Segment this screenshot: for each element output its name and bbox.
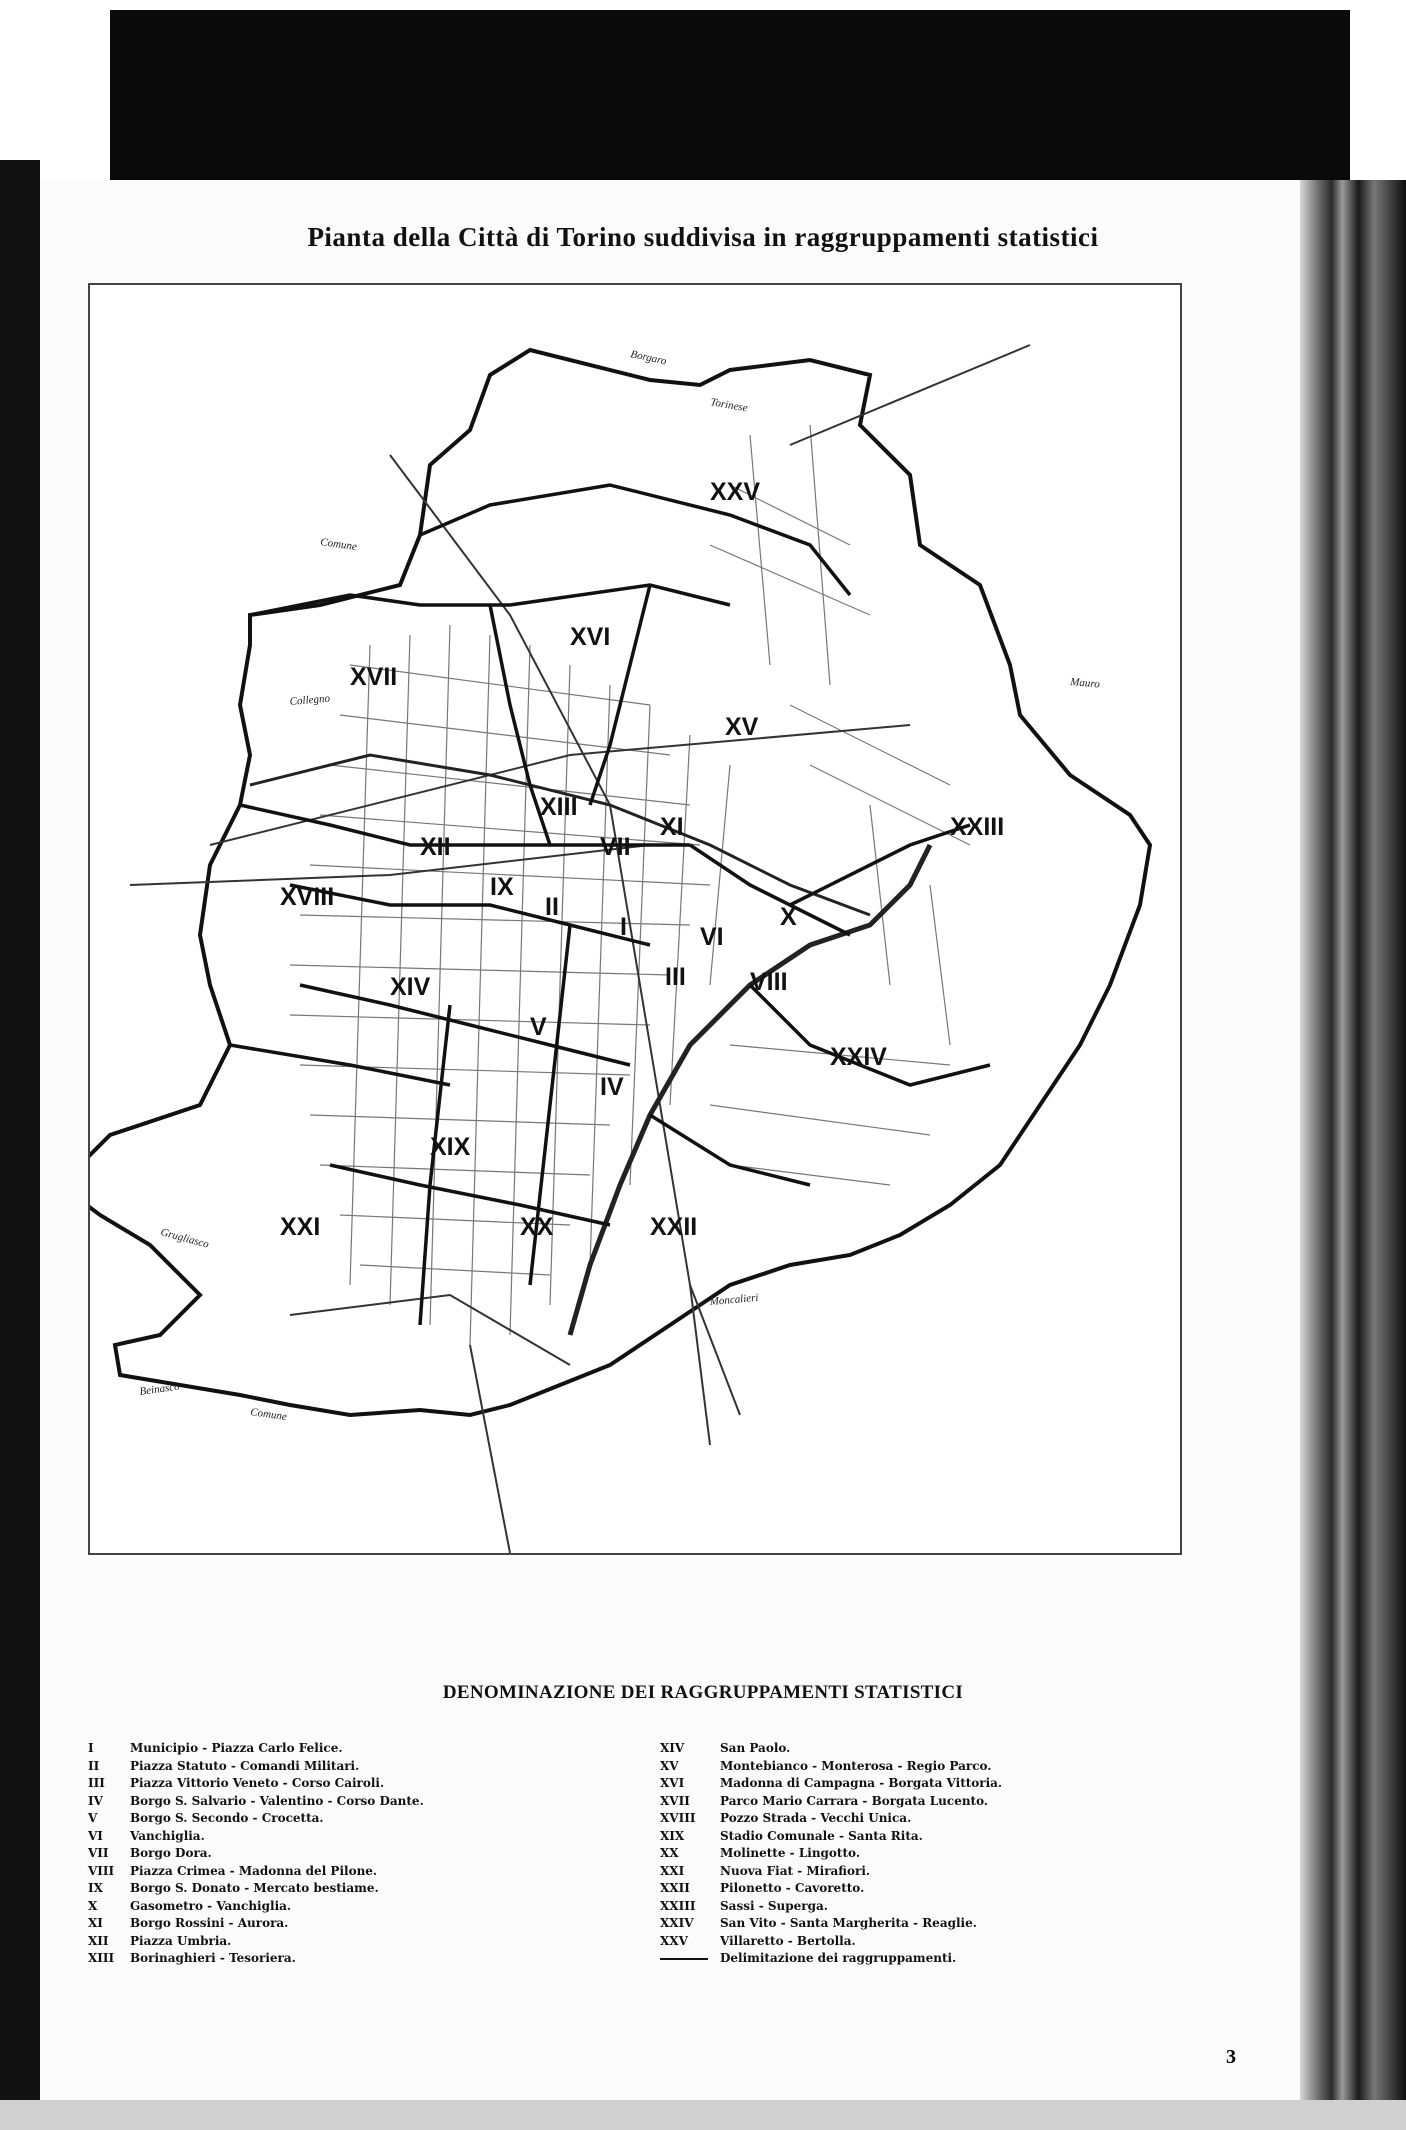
district-label: XI: [660, 813, 684, 841]
legend-name: Vanchiglia.: [130, 1828, 205, 1843]
legend-row: [88, 1880, 608, 1898]
district-label: IX: [490, 873, 514, 901]
legend-name: Borgo Dora.: [130, 1846, 212, 1860]
legend-name: Montebianco - Monterosa - Regio Parco.: [720, 1758, 992, 1773]
legend-number: V: [88, 1811, 98, 1825]
legend-name: Molinette - Lingotto.: [720, 1846, 860, 1860]
legend-row: [88, 1898, 608, 1916]
legend-name: Borgo S. Salvario - Valentino - Corso Dante.: [130, 1793, 424, 1808]
scan-margin: [0, 0, 110, 160]
svg-text:Torinese: Torinese: [709, 396, 749, 415]
legend-number: XVII: [660, 1793, 690, 1808]
page-number: 3: [1226, 2046, 1236, 2068]
legend-row: [88, 1793, 608, 1811]
district-label: XVI: [570, 623, 611, 651]
svg-text:Grugliasco: Grugliasco: [159, 1226, 211, 1251]
svg-text:Comune: Comune: [319, 536, 358, 554]
legend-row: [88, 1863, 608, 1881]
river-dora: [250, 755, 870, 915]
city-map: [88, 283, 1182, 1555]
svg-text:Comune: Comune: [249, 1406, 288, 1424]
district-label: VIII: [750, 968, 788, 996]
map-drawing: [90, 285, 1180, 1553]
district-label: XV: [725, 713, 759, 741]
legend-number: XVIII: [660, 1811, 696, 1825]
legend-name: Piazza Vittorio Veneto - Corso Cairoli.: [130, 1776, 385, 1790]
legend-name: Piazza Umbria.: [130, 1933, 232, 1948]
legend-name: Stadio Comunale - Santa Rita.: [720, 1828, 923, 1843]
legend-row: [660, 1810, 1220, 1828]
legend-left-column: [88, 1740, 608, 1968]
legend-row: [88, 1933, 608, 1951]
legend-name: Gasometro - Vanchiglia.: [130, 1898, 292, 1913]
district-label: XII: [420, 833, 451, 861]
legend-number: XXV: [660, 1933, 688, 1948]
district-boundaries: [230, 485, 990, 1325]
legend-number: XIX: [660, 1828, 685, 1843]
district-label: XXIV: [830, 1043, 887, 1071]
legend-name: Sassi - Superga.: [720, 1898, 828, 1913]
legend-row: [660, 1933, 1220, 1951]
legend-row: [88, 1810, 608, 1828]
legend-number: XXII: [660, 1881, 690, 1895]
page-title: Pianta della Città di Torino suddivisa in raggruppamenti statistici: [307, 222, 1099, 252]
legend-row: [88, 1740, 608, 1758]
district-label: I: [620, 913, 627, 941]
district-labels: [280, 478, 1004, 1241]
legend-number: XXIV: [660, 1916, 694, 1930]
district-label: XVII: [350, 663, 398, 691]
boundary-line-swatch: [660, 1958, 708, 1960]
legend-name: Borinaghieri - Tesoriera.: [130, 1951, 296, 1965]
district-label: XIII: [540, 793, 578, 821]
legend-row: [660, 1793, 1220, 1811]
legend-name: Pilonetto - Cavoretto.: [720, 1881, 865, 1895]
legend-row: [660, 1898, 1220, 1916]
district-label: X: [780, 903, 797, 931]
legend-name: San Vito - Santa Margherita - Reaglie.: [720, 1916, 977, 1930]
legend-number: I: [88, 1741, 94, 1755]
legend-name: Piazza Crimea - Madonna del Pilone.: [130, 1863, 378, 1878]
legend-row: [660, 1880, 1220, 1898]
book-spine-edge: [1300, 180, 1406, 2130]
legend-row: [660, 1775, 1220, 1793]
legend-name: Nuova Fiat - Mirafiori.: [720, 1863, 871, 1878]
legend-row: [88, 1845, 608, 1863]
legend-number: IX: [88, 1881, 103, 1895]
legend-number: XX: [660, 1846, 679, 1860]
legend-name: Municipio - Piazza Carlo Felice.: [130, 1741, 343, 1755]
legend-name: Borgo Rossini - Aurora.: [130, 1916, 289, 1930]
legend-name: Madonna di Campagna - Borgata Vittoria.: [720, 1776, 1003, 1790]
legend-number: XI: [88, 1916, 103, 1930]
legend-number: VIII: [88, 1863, 115, 1878]
district-label: V: [530, 1013, 547, 1041]
svg-text:Beinasco: Beinasco: [138, 1380, 181, 1398]
legend-boundary-label: Delimitazione dei raggruppamenti.: [720, 1951, 957, 1965]
legend-number: XIII: [88, 1951, 115, 1965]
legend-row: [88, 1758, 608, 1776]
legend-number: VI: [88, 1828, 103, 1843]
legend-row: [88, 1950, 608, 1968]
legend-number: XXIII: [660, 1898, 696, 1913]
legend-name: Villaretto - Bertolla.: [720, 1933, 856, 1948]
main-roads: [130, 345, 1030, 1553]
district-label: XX: [520, 1213, 554, 1241]
legend-name: Borgo S. Secondo - Crocetta.: [130, 1811, 324, 1825]
legend-row: [88, 1775, 608, 1793]
svg-text:Mauro: Mauro: [1069, 676, 1101, 691]
scan-shadow-left: [0, 160, 40, 2130]
legend-number: XVI: [660, 1776, 685, 1790]
legend-number: XII: [88, 1933, 109, 1948]
legend-row: [88, 1828, 608, 1846]
legend-number: II: [88, 1758, 100, 1773]
legend-name: Parco Mario Carrara - Borgata Lucento.: [720, 1793, 989, 1808]
legend-number: IV: [88, 1793, 103, 1808]
street-grid: [290, 425, 970, 1345]
legend-name: San Paolo.: [720, 1741, 791, 1755]
legend-right-column: [660, 1740, 1220, 1968]
legend-row: [660, 1915, 1220, 1933]
district-label: XIV: [390, 973, 431, 1001]
district-label: XXIII: [950, 813, 1005, 841]
legend-number: X: [88, 1898, 98, 1913]
legend-row: [660, 1740, 1220, 1758]
svg-text:Collegno: Collegno: [289, 692, 331, 708]
legend-row: [660, 1758, 1220, 1776]
legend-row-boundary: [660, 1950, 1220, 1968]
svg-text:Borgaro: Borgaro: [629, 348, 668, 368]
district-label: VI: [700, 923, 724, 951]
district-label: II: [545, 893, 559, 921]
district-label: XXI: [280, 1213, 321, 1241]
legend-title: DENOMINAZIONE DEI RAGGRUPPAMENTI STATISTICI: [442, 1682, 964, 1703]
legend-row: [660, 1828, 1220, 1846]
legend-name: Borgo S. Donato - Mercato bestiame.: [130, 1881, 379, 1895]
district-label: XIX: [430, 1133, 471, 1161]
legend-name: Piazza Statuto - Comandi Militari.: [130, 1758, 360, 1773]
scan-shadow-bottom: [0, 2100, 1406, 2130]
svg-text:Moncalieri: Moncalieri: [709, 1291, 759, 1308]
legend-number: XXI: [660, 1863, 685, 1878]
legend-row: [660, 1845, 1220, 1863]
district-label: XVIII: [280, 883, 335, 911]
legend-number: VII: [88, 1846, 109, 1860]
legend-number: XV: [660, 1758, 679, 1773]
scan-shadow-top: [110, 10, 1350, 180]
district-label: XXV: [710, 478, 761, 506]
district-label: XXII: [650, 1213, 698, 1241]
legend-row: [660, 1863, 1220, 1881]
legend-name: Pozzo Strada - Vecchi Unica.: [720, 1811, 912, 1825]
district-label: IV: [600, 1073, 624, 1101]
district-label: VII: [600, 833, 631, 861]
legend-row: [88, 1915, 608, 1933]
city-boundary: [90, 350, 1150, 1415]
district-label: III: [665, 963, 686, 991]
legend-number: III: [88, 1776, 105, 1790]
legend-number: XIV: [660, 1741, 685, 1755]
